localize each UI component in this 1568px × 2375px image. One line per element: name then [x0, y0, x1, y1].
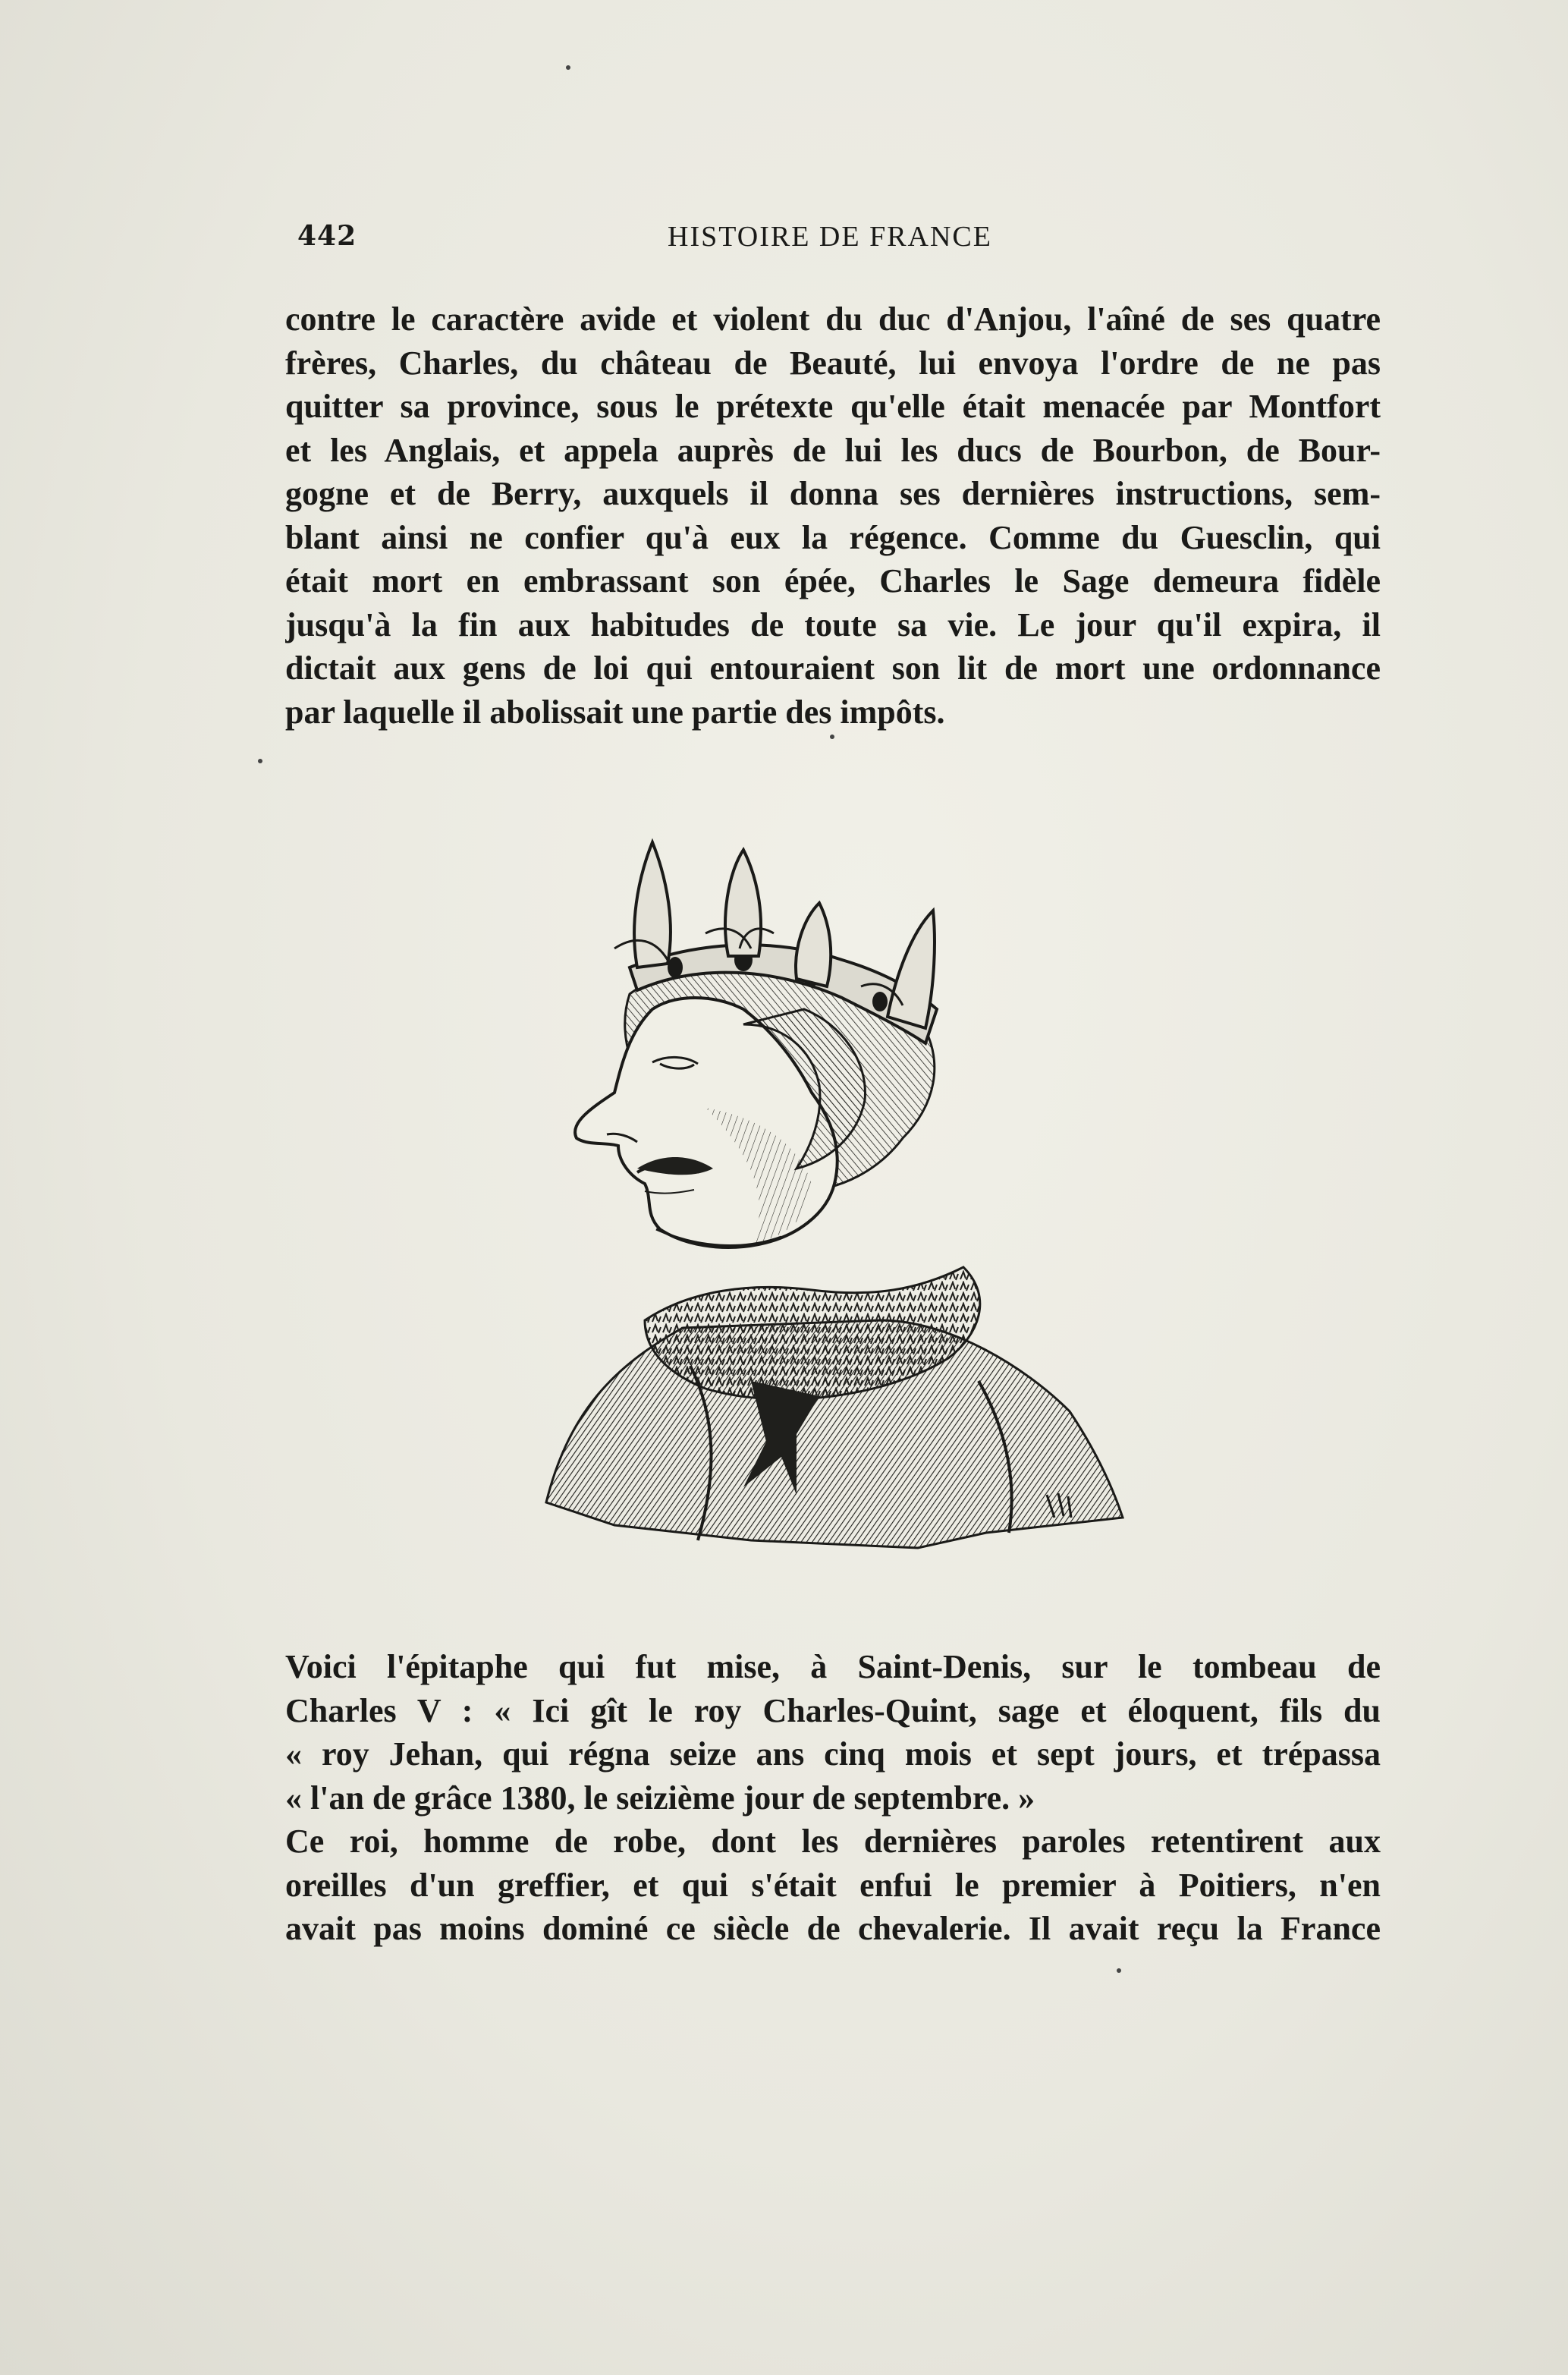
- text-line: oreilles d'un greffier, et qui s'était enfui le premier à Poitiers, n'en: [285, 1866, 1381, 1904]
- paper-speck: [1117, 1968, 1121, 1973]
- text-line: était mort en embrassant son épée, Charles le Sage demeura fidèle: [285, 562, 1381, 599]
- page-number: 442: [297, 220, 357, 252]
- paper-speck: [258, 759, 262, 763]
- text-line: jusqu'à la fin aux habitudes de toute sa vie. Le jour qu'il expira, il: [285, 606, 1381, 643]
- text-line: contre le caractère avide et violent du duc d'Anjou, l'aîné de ses quatre: [285, 300, 1381, 338]
- text-line: « roy Jehan, qui régna seize ans cinq mois et sept jours, et trépassa: [285, 1735, 1381, 1773]
- text-line: Charles V : « Ici gît le roy Charles-Quint, sage et éloquent, fils du: [285, 1691, 1381, 1729]
- text-line: et les Anglais, et appela auprès de lui les ducs de Bourbon, de Bour-: [285, 431, 1381, 469]
- text-line: frères, Charles, du château de Beauté, lui envoya l'ordre de ne pas: [285, 344, 1381, 382]
- text-line: Ce roi, homme de robe, dont les dernières paroles retentirent aux: [285, 1823, 1381, 1860]
- paper-speck: [566, 65, 570, 70]
- text-line: Voici l'épitaphe qui fut mise, à Saint-Denis, sur le tombeau de: [285, 1648, 1381, 1685]
- paragraph-top: [285, 297, 1381, 734]
- text-line: par laquelle il abolissait une partie des impôts.: [285, 693, 945, 731]
- running-header: [297, 220, 1375, 258]
- text-line: quitter sa province, sous le prétexte qu'elle était menacée par Montfort: [285, 388, 1381, 425]
- paper-speck: [830, 735, 834, 739]
- text-line: « l'an de grâce 1380, le seizième jour de septembre. »: [285, 1779, 1035, 1817]
- running-title: HISTOIRE DE FRANCE: [668, 221, 992, 253]
- text-line: gogne et de Berry, auxquels il donna ses dernières instructions, sem-: [285, 475, 1381, 512]
- text-line: avait pas moins dominé ce siècle de chevalerie. Il avait reçu la France: [285, 1910, 1381, 1947]
- king-portrait-engraving: [523, 835, 1161, 1556]
- paragraph-bottom: [285, 1645, 1381, 1951]
- text-line: dictait aux gens de loi qui entouraient son lit de mort une ordonnance: [285, 650, 1381, 687]
- text-line: blant ainsi ne confier qu'à eux la régence. Comme du Guesclin, qui: [285, 518, 1381, 556]
